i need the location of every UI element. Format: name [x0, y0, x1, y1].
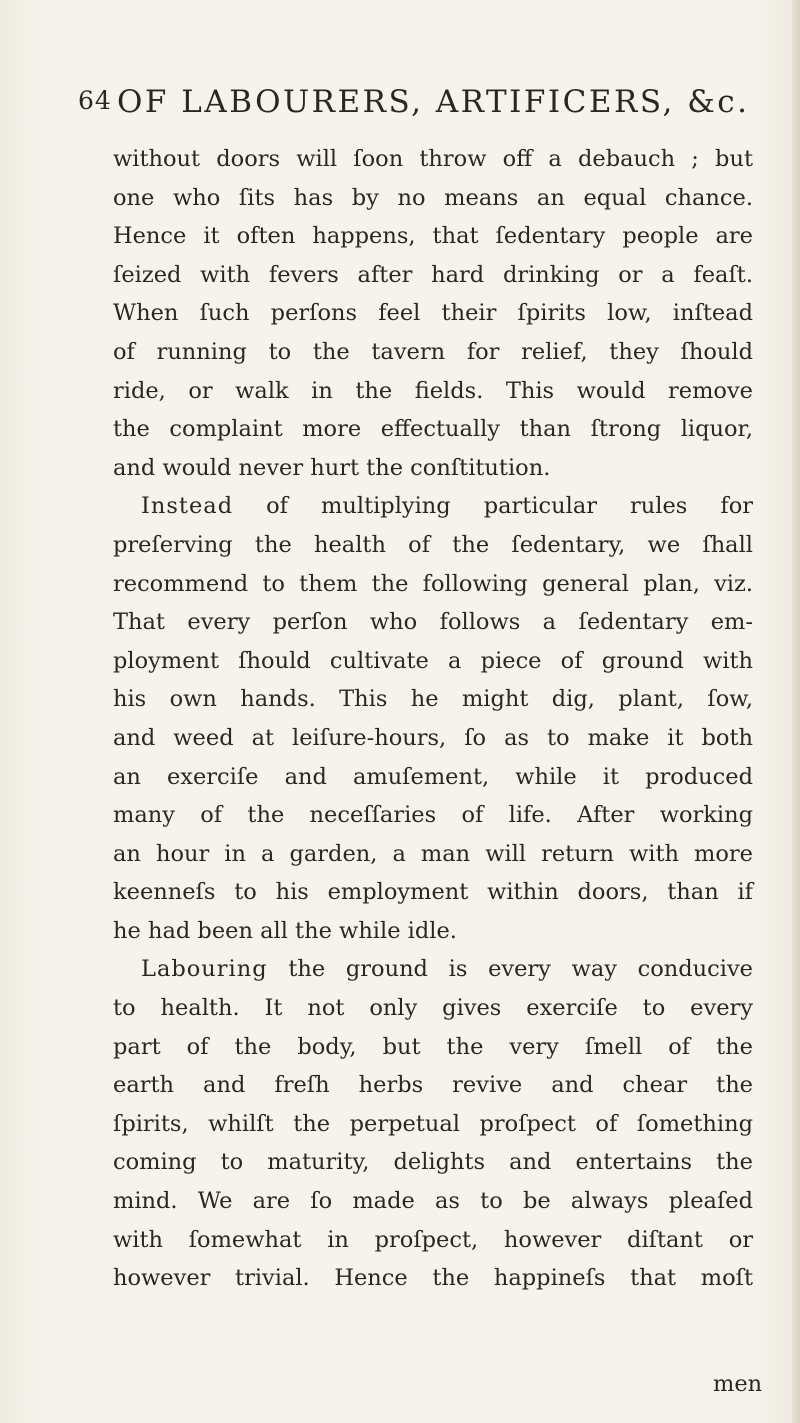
text-line: earth and freſh herbs revive and chear the	[113, 1072, 753, 1099]
paragraph	[113, 487, 753, 950]
text-line: ride, or walk in the fields. This would remove	[113, 377, 753, 404]
text-line: of running to the tavern for relief, they ſhould	[113, 338, 753, 365]
text-line: his own hands. This he might dig, plant, ſow,	[113, 686, 753, 713]
small-caps-lead: Labouring	[141, 956, 268, 983]
page-edge	[792, 0, 800, 1423]
line-rest: the ground is every way conducive	[267, 956, 753, 983]
running-head: OF LABOURERS, ARTIFICERS, &c.	[117, 84, 750, 120]
text-line: and would never hurt the conſtitution.	[113, 454, 551, 481]
text-line: he had been all the while idle.	[113, 917, 457, 944]
body-text	[113, 140, 753, 1298]
text-line	[113, 487, 753, 526]
small-caps-lead: Instead	[141, 493, 234, 520]
text-line: part of the body, but the very ſmell of the	[113, 1033, 753, 1060]
text-line	[113, 950, 753, 989]
catchword: men	[713, 1371, 763, 1397]
page-number: 64	[78, 86, 112, 115]
text-line: Hence it often happens, that ſedentary people are	[113, 223, 753, 250]
text-line: preſerving the health of the ſedentary, we ſhall	[113, 531, 753, 558]
text-line: with ſomewhat in proſpect, however diſtant or	[113, 1226, 753, 1253]
text-line: however trivial. Hence the happineſs that moſt	[113, 1265, 753, 1292]
text-line: and weed at leiſure-hours, ſo as to make it both	[113, 724, 753, 751]
text-line: ſeized with fevers after hard drinking or a feaſt.	[113, 261, 753, 288]
paragraph	[113, 950, 753, 1297]
text-line: coming to maturity, delights and entertains the	[113, 1149, 753, 1176]
text-line: When ſuch perſons feel their ſpirits low, inſtead	[113, 300, 753, 327]
text-line: ſpirits, whilſt the perpetual proſpect of ſomething	[113, 1110, 753, 1137]
text-line: one who ſits has by no means an equal chance.	[113, 184, 753, 211]
text-line: to health. It not only gives exerciſe to every	[113, 995, 753, 1022]
text-line: keenneſs to his employment within doors, than if	[113, 879, 753, 906]
text-line: ployment ſhould cultivate a piece of ground with	[113, 647, 753, 674]
text-line: mind. We are ſo made as to be always pleaſed	[113, 1188, 753, 1215]
paragraph	[113, 140, 753, 487]
text-line: without doors will ſoon throw off a debauch ; but	[113, 146, 753, 172]
text-line: the complaint more effectually than ſtrong liquor,	[113, 416, 753, 443]
text-line: an exerciſe and amuſement, while it produced	[113, 763, 753, 790]
text-line: recommend to them the following general plan, viz.	[113, 570, 753, 597]
text-line: an hour in a garden, a man will return with more	[113, 840, 753, 867]
text-line: many of the neceſſaries of life. After working	[113, 802, 753, 829]
text-line: That every perſon who follows a ſedentary em-	[113, 609, 753, 636]
line-rest: of multiplying particular rules for	[233, 493, 753, 520]
